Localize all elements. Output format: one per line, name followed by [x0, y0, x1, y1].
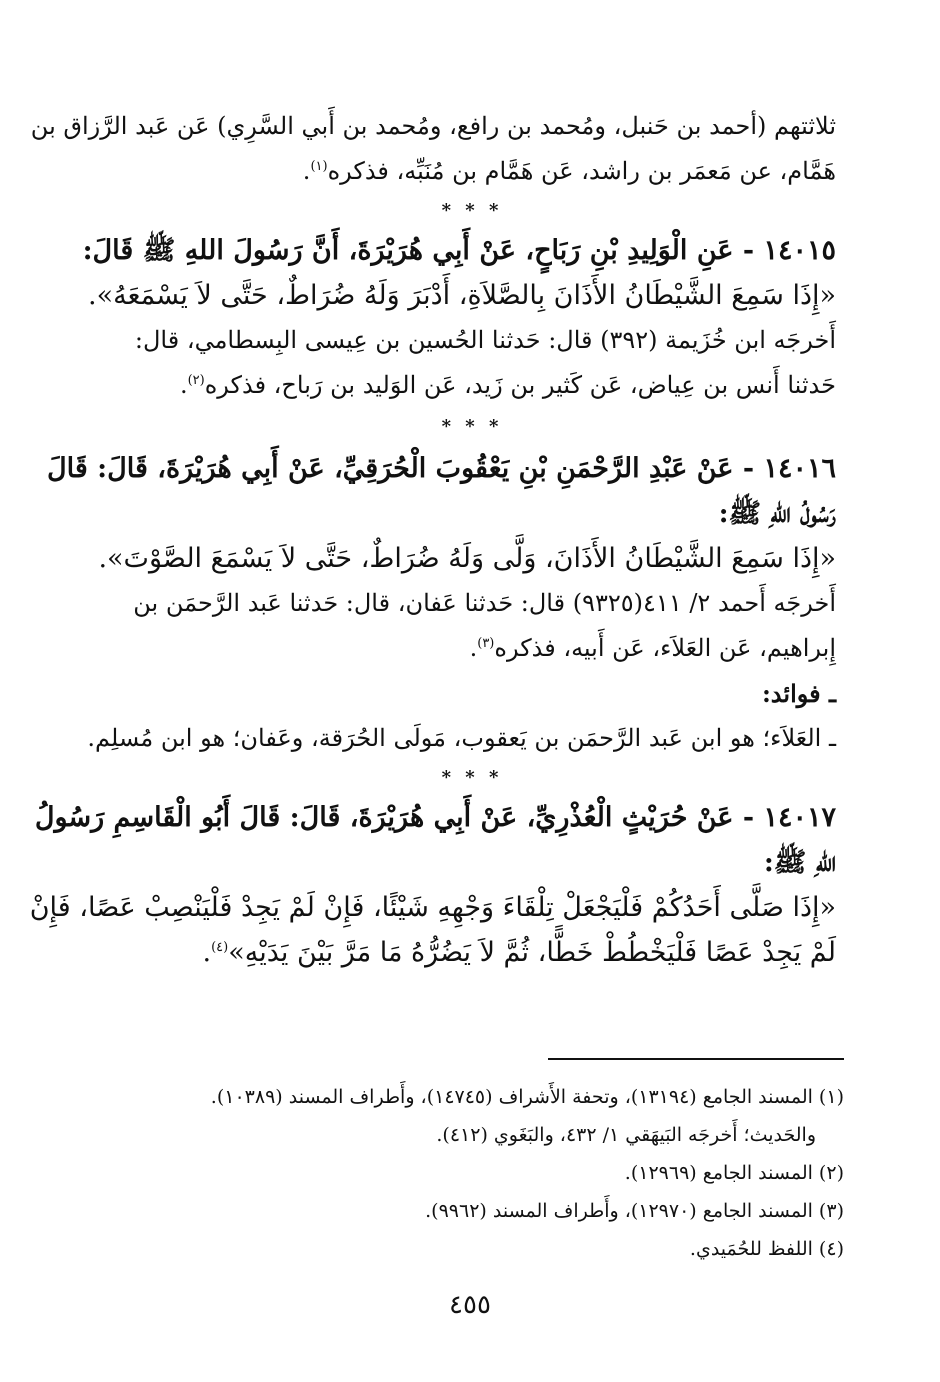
takhrij-line: أَخرجَه ابن خُزَيمة (٣٩٢) قال: حَدثنا الحُسين بن عِيسى البِسطامي، قال: — [134, 326, 836, 354]
footnote-ref: (٤) — [211, 940, 229, 955]
footnote-divider — [548, 1058, 844, 1060]
takhrij-line: حَدثنا أَنس بن عِياض، عَن كَثير بن زَيد، عَن الوَليد بن رَباح، فذكره$^{(٢)}$. — [179, 371, 836, 399]
hadith-header: رَسُولُ اللهِ ﷺ: — [718, 498, 836, 529]
text-line-content: حَدثنا أَنس بن عِياض، عَن كَثير بن زَيد، عَن الوَليد بن رَباح، فذكره — [204, 371, 836, 399]
footnote: والحَديث؛ أَخرجَه البَيهَقي ١/ ٤٣٢، والبَغَوي (٤١٢). — [436, 1124, 816, 1146]
hadith-header: ١٤٠١٥ - عَنِ الْوَلِيدِ بْنِ رَبَاحٍ، عَنْ أَبِي هُرَيْرَةَ، أَنَّ رَسُولَ اللهِ ﷺ قَالَ: — [82, 235, 836, 266]
hadith-quote: «إِذَا سَمِعَ الشَّيْطَانُ الأَذَانَ، وَلَّى وَلَهُ ضُرَاطٌ، حَتَّى لاَ يَسْمَعَ الصَّوْتَ». — [98, 543, 836, 574]
hadith-quote: «إِذَا سَمِعَ الشَّيْطَانُ الأَذَانَ بِالصَّلاَةِ، أَدْبَرَ وَلَهُ ضُرَاطٌ، حَتَّى لاَ يَسْمَعَهُ». — [88, 280, 836, 311]
section-separator: * * * — [441, 200, 503, 221]
text-line: ثلاثتهم (أحمد بن حَنبل، ومُحمد بن رافع، ومُحمد بن أَبي السَّرِي) عَن عَبد الرَّزاق بن — [30, 112, 836, 140]
takhrij-line: إِبراهيم، عَن العَلاَء، عَن أَبيه، فذكره$^{(٣)}$. — [469, 634, 836, 662]
page-number: ٤٥٥ — [449, 1290, 491, 1320]
fawaid-heading: ـ فوائد: — [761, 679, 836, 708]
takhrij-line: أَخرجَه أَحمد ٢/ ٤١١(٩٣٢٥) قال: حَدثنا عَفان، قال: حَدثنا عَبد الرَّحمَن بن — [133, 589, 836, 617]
footnote: (٣) المسند الجامع (١٢٩٧٠)، وأَطراف المسند (٩٩٦٢). — [425, 1200, 844, 1222]
hadith-quote: «إِذَا صَلَّى أَحَدُكُمْ فَلْيَجْعَلْ تِلْقَاءَ وَجْهِهِ شَيْئًا، فَإِنْ لَمْ يَجِدْ فَلْيَنْصِبْ عَصًا، فَإِنْ — [29, 892, 836, 923]
hadith-header: ١٤٠١٦ - عَنْ عَبْدِ الرَّحْمَنِ بْنِ يَعْقُوبَ الْحُرَقِيِّ، عَنْ أَبِي هُرَيْرَةَ، قَالَ: قَالَ — [47, 453, 836, 484]
footnote: (٤) اللفظ للحُمَيدي. — [689, 1238, 844, 1260]
fawaid-text: ـ العَلاَء؛ هو ابن عَبد الرَّحمَن بن يَعقوب، مَولَى الحُرَقة، وعَفان؛ هو ابن مُسلِم. — [87, 724, 836, 752]
text-line-content: هَمَّام، عن مَعمَر بن راشد، عَن هَمَّام بن مُنَبِّه، فذكره — [327, 157, 836, 185]
main-text — [29, 104, 836, 975]
text-line-content: لَمْ يَجِدْ عَصًا فَلْيَخْطُطْ خَطًّا، ثُمَّ لاَ يَضُرُّهُ مَا مَرَّ بَيْنَ يَدَيْهِ» — [228, 937, 836, 968]
footnote: (١) المسند الجامع (١٣١٩٤)، وتحفة الأَشراف (١٤٧٤٥)، وأَطراف المسند (١٠٣٨٩). — [210, 1086, 844, 1108]
text-line-content: إِبراهيم، عَن العَلاَء، عَن أَبيه، فذكره — [494, 634, 836, 662]
footnote-ref: (٢) — [187, 373, 205, 388]
text-line: هَمَّام، عن مَعمَر بن راشد، عَن هَمَّام بن مُنَبِّه، فذكره$^{(١)}$. — [302, 157, 836, 185]
footnotes — [180, 1078, 844, 1268]
hadith-header: ١٤٠١٧ - عَنْ حُرَيْثٍ الْعُذْرِيِّ، عَنْ أَبِي هُرَيْرَةَ، قَالَ: قَالَ أَبُو الْقَاسِمِ رَسُولُ — [34, 802, 836, 833]
section-separator: * * * — [441, 416, 503, 437]
hadith-header: اللهِ ﷺ: — [763, 847, 836, 878]
footnote-ref: (٣) — [477, 636, 495, 651]
hadith-quote: لَمْ يَجِدْ عَصًا فَلْيَخْطُطْ خَطًّا، ثُمَّ لاَ يَضُرُّهُ مَا مَرَّ بَيْنَ يَدَيْهِ»$^{(٤)}$. — [202, 937, 836, 968]
footnote: (٢) المسند الجامع (١٢٩٦٩). — [624, 1162, 844, 1184]
footnote-ref: (١) — [310, 159, 328, 174]
section-separator: * * * — [441, 767, 503, 788]
